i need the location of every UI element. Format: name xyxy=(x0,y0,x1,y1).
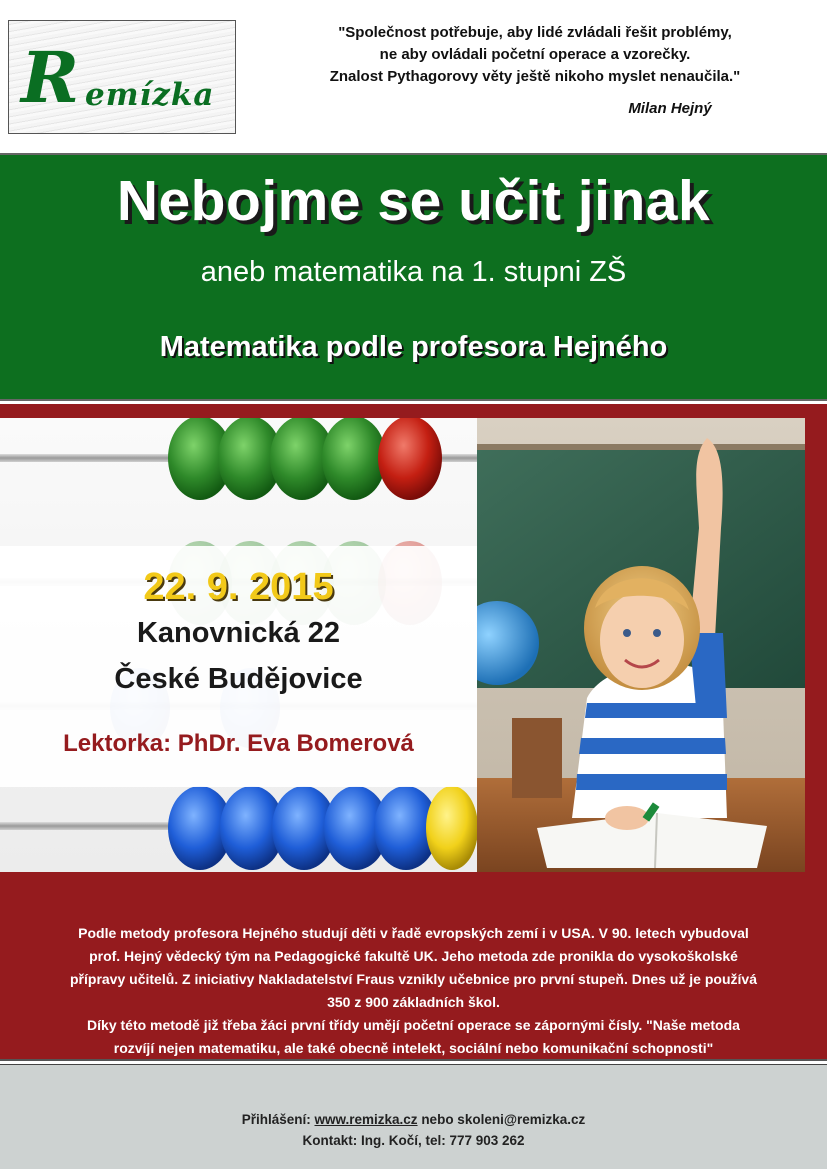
logo-text: emízka xyxy=(85,77,215,113)
registration-label: Přihlášení: xyxy=(241,1112,311,1127)
course-subtitle: Matematika podle profesora Hejného xyxy=(159,331,668,363)
quote-line: "Společnost potřebuje, aby lidé zvládali řešit problémy, xyxy=(338,24,732,41)
event-date: 22. 9. 2015 xyxy=(143,566,334,608)
registration-line xyxy=(0,1112,827,1127)
description-line: prof. Hejný vědecký tým na Pedagogické fakultě UK. Jeho metoda zde pronikla do vysokoškolské xyxy=(89,948,738,964)
contact-line: Kontakt: Ing. Kočí, tel: 777 903 262 xyxy=(302,1133,525,1148)
event-city: České Budějovice xyxy=(114,663,363,695)
description-text xyxy=(20,922,807,1083)
quote-line: ne aby ovládali početní operace a vzorečky. xyxy=(379,46,691,63)
description-line: 350 z 900 základních škol. xyxy=(327,994,500,1010)
quote xyxy=(250,22,820,88)
description-line: Díky této metodě již třeba žáci první třídy umějí početní operace se zápornými čísly. "Naše metoda xyxy=(87,1017,740,1033)
registration-email: nebo skoleni@remizka.cz xyxy=(421,1112,586,1127)
quote-line: Znalost Pythagorovy věty ještě nikoho myslet nenaučila." xyxy=(329,68,741,85)
description-line: rozvíjí nejen matematiku, ale také obecně intelekt, sociální nebo komunikační schopnosti" xyxy=(113,1040,714,1056)
quote-author: Milan Hejný xyxy=(628,100,712,117)
page-subtitle: aneb matematika na 1. stupni ZŠ xyxy=(200,256,627,288)
logo-initial: R xyxy=(21,36,80,119)
website-link[interactable]: www.remizka.cz xyxy=(314,1112,418,1127)
remizka-logo xyxy=(8,20,236,134)
description-line: Podle metody profesora Hejného studují děti v řadě evropských zemí i v USA. V 90. letech vybudoval xyxy=(78,925,749,941)
child-photo xyxy=(477,418,805,872)
page-title: Nebojme se učit jinak xyxy=(116,169,711,233)
event-lecturer: Lektorka: PhDr. Eva Bomerová xyxy=(63,730,414,757)
description-line: přípravy učitelů. Z iniciativy Nakladatelství Fraus vznikly učebnice pro první stupeň. Dnes už je používá xyxy=(70,971,757,987)
event-street: Kanovnická 22 xyxy=(136,617,341,649)
